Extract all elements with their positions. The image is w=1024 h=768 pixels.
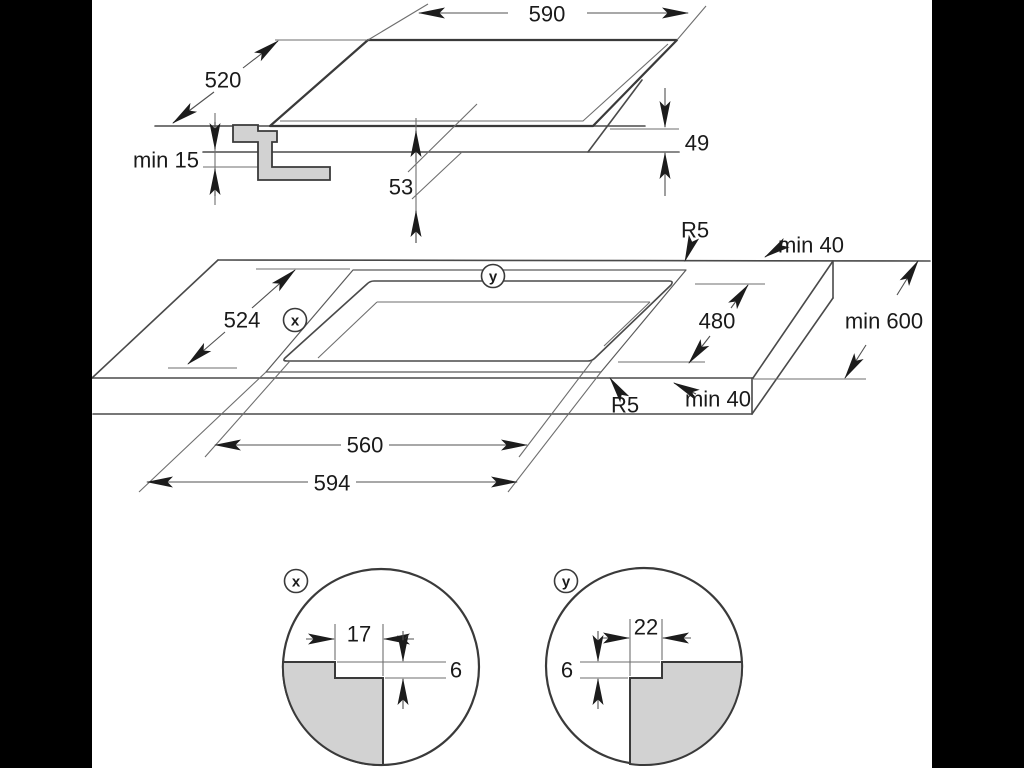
hob-glass-surface <box>270 40 677 126</box>
dimension-line <box>243 41 278 68</box>
detail-marker-y-label: y <box>488 268 498 286</box>
dimension-line <box>252 270 295 308</box>
dim-590-label: 590 <box>528 1 566 27</box>
extension-line <box>368 4 428 40</box>
dimension-line <box>188 332 225 364</box>
detail-x-height-label: 6 <box>449 657 463 683</box>
extension-line <box>677 6 706 40</box>
extension-line <box>139 372 266 492</box>
dim-r5-front-label: R5 <box>610 392 640 418</box>
detail-y-height-label: 6 <box>560 657 574 683</box>
detail-x <box>283 569 479 765</box>
dimension-line <box>731 285 748 308</box>
worktop-back-edge <box>218 260 930 261</box>
installation-diagram <box>92 0 932 768</box>
extension-line <box>519 361 592 457</box>
worktop-right-bottom-edge <box>752 298 833 414</box>
dim-min40-front <box>674 383 751 412</box>
dimension-line <box>173 92 214 123</box>
hob-body-right-edge <box>588 80 642 152</box>
dim-560-label: 560 <box>346 432 384 458</box>
cutout-left-wall-line <box>318 302 377 358</box>
dim-594-label: 594 <box>313 470 351 496</box>
cutout-right-wall-line <box>604 302 650 346</box>
dimension-line <box>689 336 710 363</box>
leader-line <box>685 242 692 261</box>
dim-r5-back <box>681 218 709 262</box>
detail-y-badge <box>555 570 578 593</box>
extension-line <box>508 372 601 492</box>
worktop-right-edge <box>753 261 833 378</box>
extension-line <box>205 361 290 457</box>
dim-53 <box>389 104 477 243</box>
dim-r5-back-label: R5 <box>680 217 710 243</box>
dim-53-label: 53 <box>388 174 414 200</box>
detail-x-badge-label: x <box>291 573 301 591</box>
detail-marker-y <box>482 265 505 288</box>
dim-min40-back <box>765 233 844 258</box>
worktop-slab <box>92 260 930 414</box>
cutout-opening <box>284 281 672 361</box>
diagram-canvas <box>92 0 932 768</box>
dim-520 <box>173 40 368 123</box>
dim-49-label: 49 <box>684 130 710 156</box>
hob-outline <box>266 270 686 372</box>
detail-x-worktop-section <box>283 662 383 765</box>
extension-line <box>412 152 462 199</box>
leader-line <box>765 249 777 257</box>
dim-r5-front <box>610 378 639 418</box>
top-view <box>133 2 709 244</box>
dim-590 <box>368 2 706 41</box>
dim-49 <box>610 88 709 196</box>
dim-min15 <box>133 113 215 205</box>
dim-524-label: 524 <box>223 307 261 333</box>
dim-min600 <box>753 261 923 379</box>
dim-480 <box>618 284 765 363</box>
dim-520-label: 520 <box>204 67 242 93</box>
worktop-left-edge <box>92 260 218 378</box>
dimension-line <box>845 345 866 378</box>
dim-480-label: 480 <box>698 308 736 334</box>
dim-min40-back-label: min 40 <box>777 232 845 258</box>
detail-x-width-label: 17 <box>346 621 372 647</box>
detail-y-width-label: 22 <box>633 614 659 640</box>
detail-y <box>546 568 742 765</box>
cutout-view <box>92 218 930 496</box>
dimension-line <box>897 261 918 295</box>
dim-min15-label: min 15 <box>132 147 200 173</box>
detail-y-worktop-section <box>630 662 742 765</box>
detail-marker-x-label: x <box>290 312 300 330</box>
extension-line <box>408 104 477 172</box>
detail-x-badge <box>285 570 308 593</box>
dim-min600-label: min 600 <box>844 308 924 334</box>
detail-marker-x <box>284 309 307 332</box>
dim-min40-front-label: min 40 <box>684 386 752 412</box>
detail-y-badge-label: y <box>561 573 571 591</box>
